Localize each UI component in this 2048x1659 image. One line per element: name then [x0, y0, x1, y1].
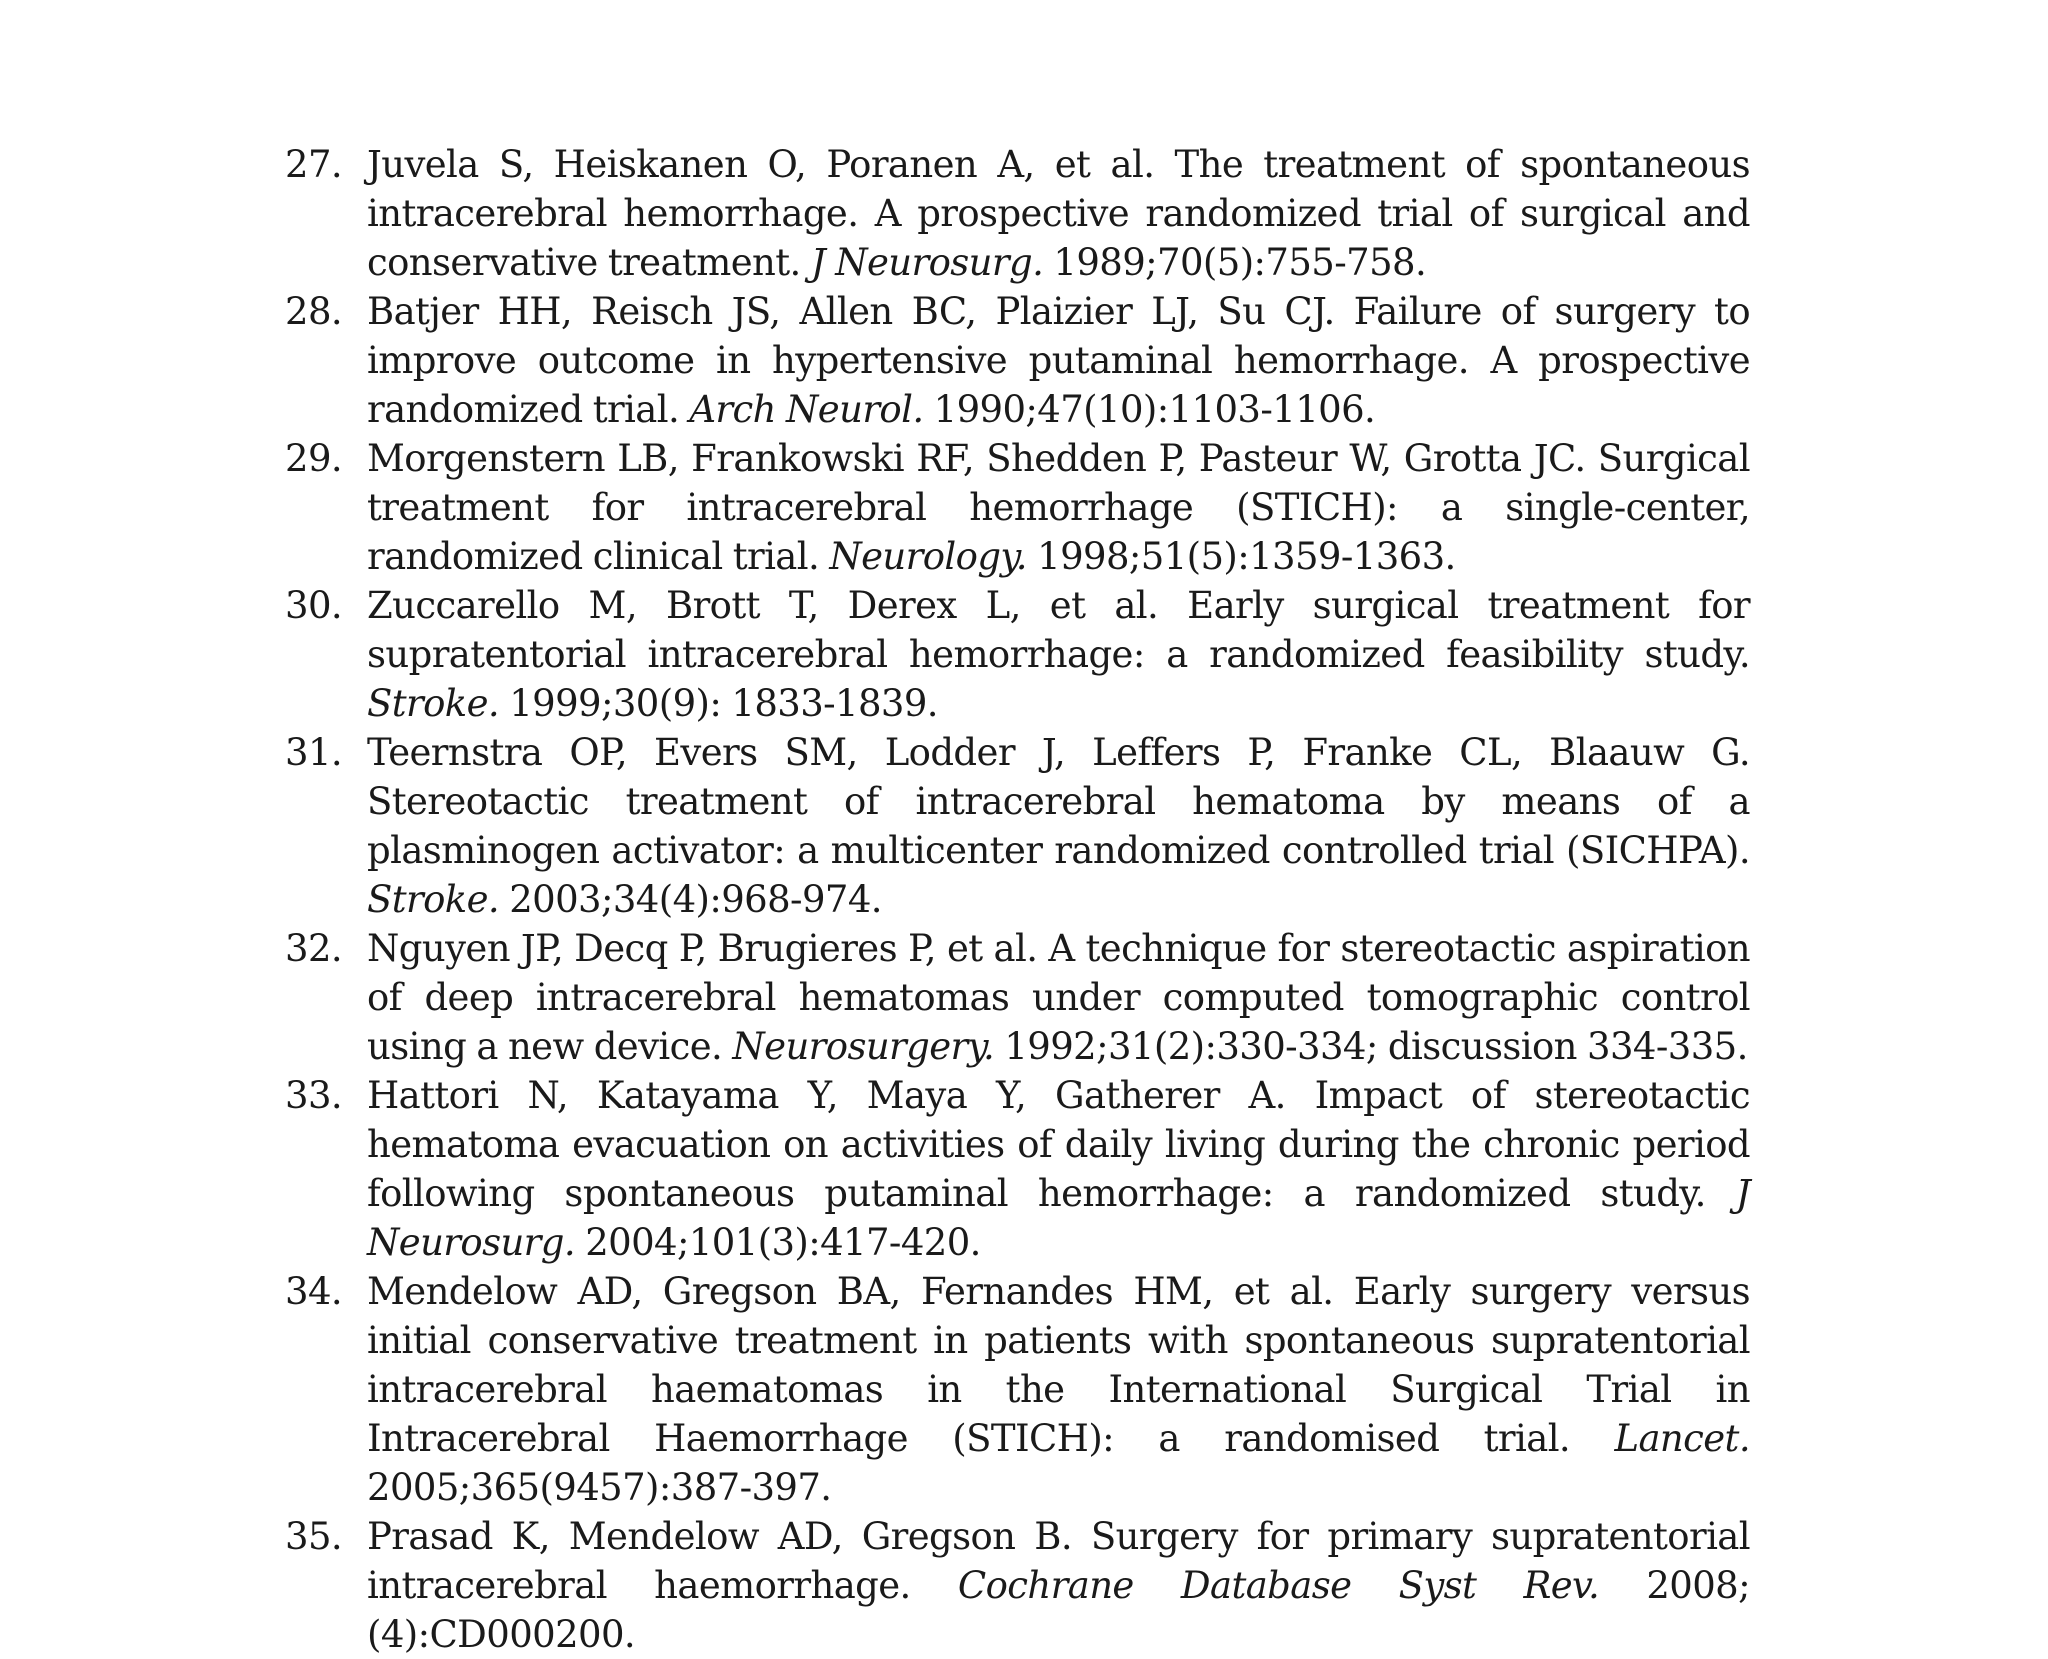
reference-citation: 2008;(4):CD000200.	[367, 1564, 1750, 1656]
reference-citation: 1999;30(9): 1833-1839.	[509, 682, 938, 725]
reference-journal: Lancet.	[1614, 1417, 1750, 1460]
reference-item	[285, 581, 1750, 728]
reference-number: 34.	[285, 1270, 343, 1313]
reference-journal: Stroke.	[367, 682, 500, 725]
reference-journal: Cochrane Database Syst Rev.	[957, 1564, 1600, 1607]
reference-authors-title: Zuccarello M, Brott T, Derex L, et al. Early surgical treatment for supratentorial intracerebral hemorrhage: a randomized feasibility study.	[367, 584, 1750, 676]
reference-authors-title: Juvela S, Heiskanen O, Poranen A, et al. The treatment of spontaneous intracerebral hemorrhage. A prospective randomized trial of surgical and conservative treatment.	[367, 143, 1750, 284]
reference-item	[285, 924, 1750, 1071]
reference-list	[285, 140, 1750, 1659]
reference-journal: Neurology.	[829, 535, 1027, 578]
reference-authors-title: Batjer HH, Reisch JS, Allen BC, Plaizier LJ, Su CJ. Failure of surgery to improve outcome in hypertensive putaminal hemorrhage. A prospective randomized trial.	[367, 290, 1750, 431]
reference-number: 35.	[285, 1515, 343, 1558]
reference-number: 27.	[285, 143, 343, 186]
reference-journal: Stroke.	[367, 878, 500, 921]
reference-authors-title: Morgenstern LB, Frankowski RF, Shedden P, Pasteur W, Grotta JC. Surgical treatment for intracerebral hemorrhage (STICH): a single-center, randomized clinical trial.	[367, 437, 1750, 578]
reference-authors-title: Nguyen JP, Decq P, Brugieres P, et al. A technique for stereotactic aspiration of deep intracerebral hematomas under computed tomographic control using a new device.	[367, 927, 1750, 1068]
reference-citation: 1989;70(5):755-758.	[1053, 241, 1427, 284]
reference-number: 32.	[285, 927, 343, 970]
reference-number: 30.	[285, 584, 343, 627]
reference-item	[285, 140, 1750, 287]
reference-authors-title: Prasad K, Mendelow AD, Gregson B. Surgery for primary supratentorial intracerebral haemorrhage.	[367, 1515, 1750, 1607]
reference-journal: Neurosurgery.	[732, 1025, 995, 1068]
reference-authors-title: Hattori N, Katayama Y, Maya Y, Gatherer A. Impact of stereotactic hematoma evacuation on activities of daily living during the chronic period following spontaneous putaminal hemorrhage: a randomized study.	[367, 1074, 1750, 1215]
reference-journal: J Neurosurg.	[367, 1172, 1750, 1264]
reference-citation: 2005;365(9457):387-397.	[367, 1466, 832, 1509]
reference-number: 28.	[285, 290, 343, 333]
reference-citation: 1990;47(10):1103-1106.	[933, 388, 1376, 431]
reference-item	[285, 287, 1750, 434]
reference-item	[285, 434, 1750, 581]
reference-item	[285, 728, 1750, 924]
reference-item	[285, 1071, 1750, 1267]
reference-citation: 1992;31(2):330-334; discussion 334-335.	[1004, 1025, 1748, 1068]
reference-item	[285, 1512, 1750, 1659]
reference-authors-title: Teernstra OP, Evers SM, Lodder J, Leffers P, Franke CL, Blaauw G. Stereotactic treatment of intracerebral hematoma by means of a plasminogen activator: a multicenter randomized controlled trial (SICHPA).	[367, 731, 1750, 872]
reference-number: 29.	[285, 437, 343, 480]
reference-number: 31.	[285, 731, 343, 774]
reference-item	[285, 1267, 1750, 1512]
reference-journal: J Neurosurg.	[810, 241, 1044, 284]
reference-citation: 2004;101(3):417-420.	[585, 1221, 981, 1264]
reference-citation: 1998;51(5):1359-1363.	[1037, 535, 1456, 578]
reference-journal: Arch Neurol.	[689, 388, 924, 431]
reference-number: 33.	[285, 1074, 343, 1117]
reference-citation: 2003;34(4):968-974.	[509, 878, 882, 921]
reference-authors-title: Mendelow AD, Gregson BA, Fernandes HM, et al. Early surgery versus initial conservative treatment in patients with spontaneous supratentorial intracerebral haematomas in the International Surgical Trial in Intracerebral Haemorrhage (STICH): a randomised trial.	[367, 1270, 1750, 1460]
